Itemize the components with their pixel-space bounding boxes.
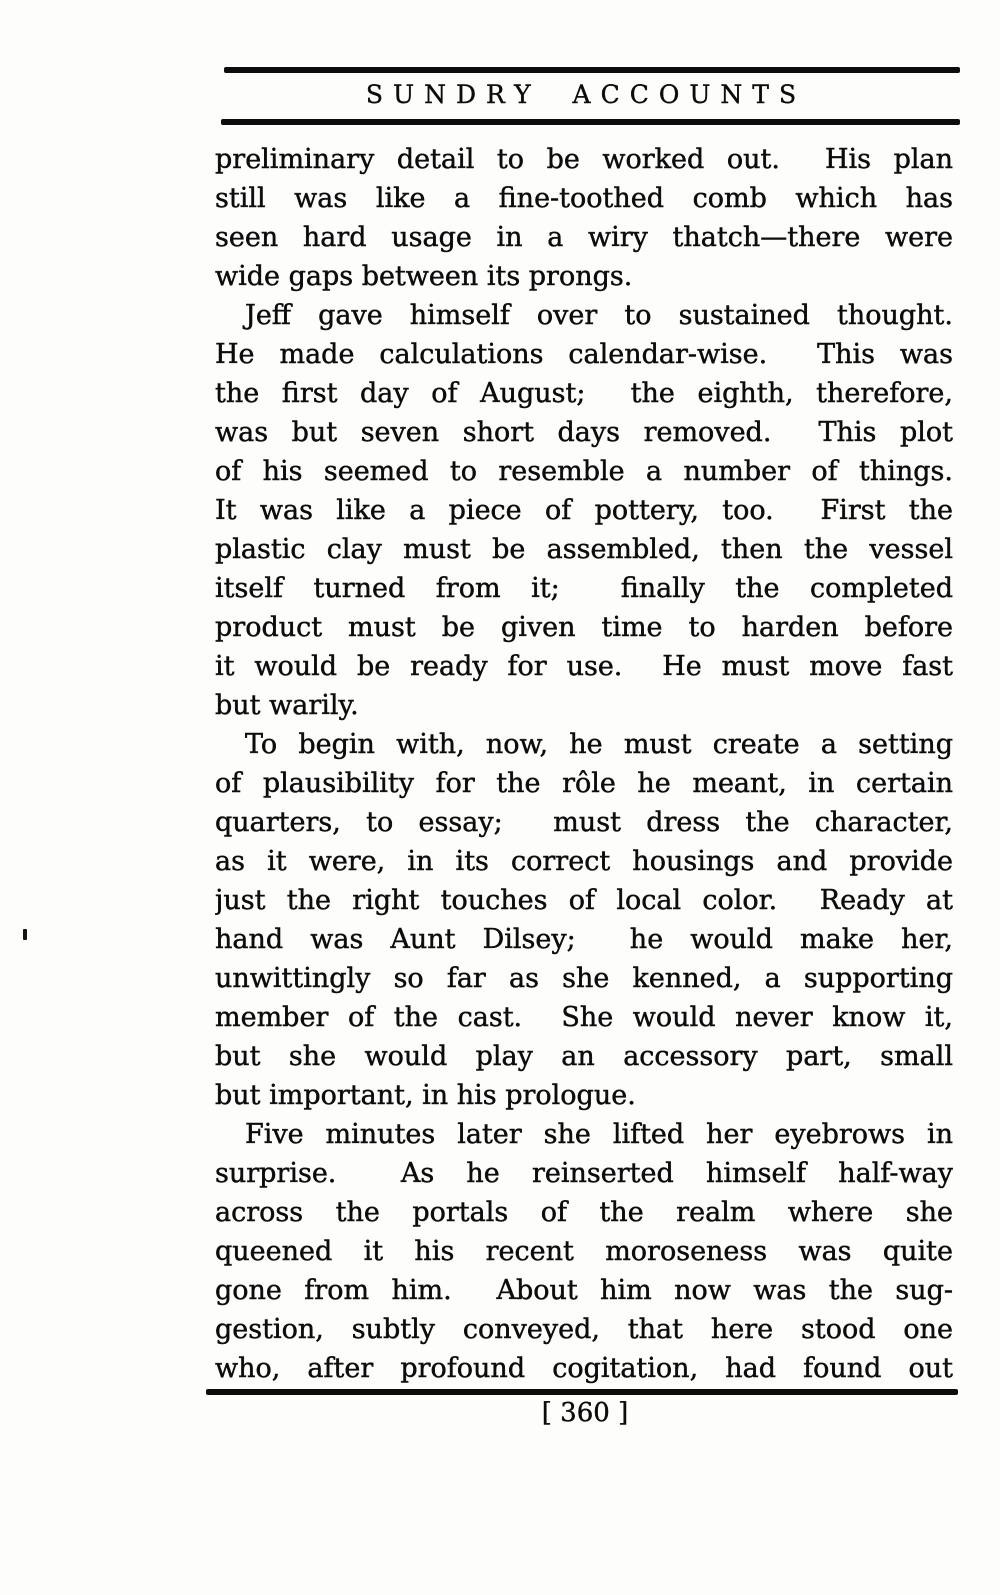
- text-line: across the portals of the realm where she: [215, 1197, 953, 1228]
- page-number: [ 360 ]: [541, 1398, 629, 1428]
- text-line: plastic clay must be assembled, then the vessel: [215, 534, 953, 565]
- text-line: of his seemed to resemble a number of things.: [215, 456, 953, 487]
- text-line: hand was Aunt Dilsey; he would make her,: [215, 924, 953, 955]
- text-line: queened it his recent moroseness was quite: [215, 1236, 953, 1267]
- text-line: product must be given time to harden before: [215, 612, 953, 643]
- text-line: It was like a piece of pottery, too. First the: [215, 495, 953, 526]
- footer-rule: [206, 1389, 958, 1395]
- text-line: but important, in his prologue.: [215, 1080, 636, 1111]
- text-line: seen hard usage in a wiry thatch—there were: [215, 222, 953, 253]
- text-line: wide gaps between its prongs.: [215, 261, 633, 292]
- header-rule-top: [224, 67, 960, 73]
- text-line: of plausibility for the rôle he meant, in certain: [215, 768, 953, 799]
- text-line: still was like a fine-toothed comb which has: [215, 183, 953, 214]
- text-line: the first day of August; the eighth, therefore,: [215, 378, 953, 409]
- text-line: surprise. As he reinserted himself half-way: [215, 1158, 953, 1189]
- text-line: who, after profound cogitation, had found out: [215, 1353, 953, 1384]
- text-line: but warily.: [215, 690, 359, 721]
- text-line: gestion, subtly conveyed, that here stood one: [215, 1314, 953, 1345]
- text-line: but she would play an accessory part, small: [215, 1041, 953, 1072]
- running-head: SUNDRY ACCOUNTS: [365, 80, 807, 109]
- text-line: Five minutes later she lifted her eyebrows in: [245, 1119, 953, 1150]
- paragraph: [215, 296, 953, 725]
- header-rule-bottom: [221, 119, 960, 125]
- paragraph: [215, 140, 953, 296]
- page-body: [215, 140, 953, 1388]
- text-line: member of the cast. She would never know it,: [215, 1002, 953, 1033]
- text-line: gone from him. About him now was the sug-: [215, 1275, 953, 1306]
- paragraph: [215, 725, 953, 1115]
- text-line: quarters, to essay; must dress the character,: [215, 807, 953, 838]
- text-line: He made calculations calendar-wise. This was: [215, 339, 953, 370]
- text-line: unwittingly so far as she kenned, a supporting: [215, 963, 953, 994]
- text-line: was but seven short days removed. This plot: [215, 417, 953, 448]
- text-line: it would be ready for use. He must move fast: [215, 651, 953, 682]
- text-line: itself turned from it; finally the completed: [215, 573, 953, 604]
- paragraph: [215, 1115, 953, 1388]
- margin-ink-speck: [23, 929, 27, 940]
- text-line: Jeff gave himself over to sustained thought.: [245, 300, 953, 331]
- text-line: preliminary detail to be worked out. His plan: [215, 144, 953, 175]
- text-line: To begin with, now, he must create a setting: [245, 729, 953, 760]
- text-line: as it were, in its correct housings and provide: [215, 846, 953, 877]
- text-line: just the right touches of local color. Ready at: [215, 885, 953, 916]
